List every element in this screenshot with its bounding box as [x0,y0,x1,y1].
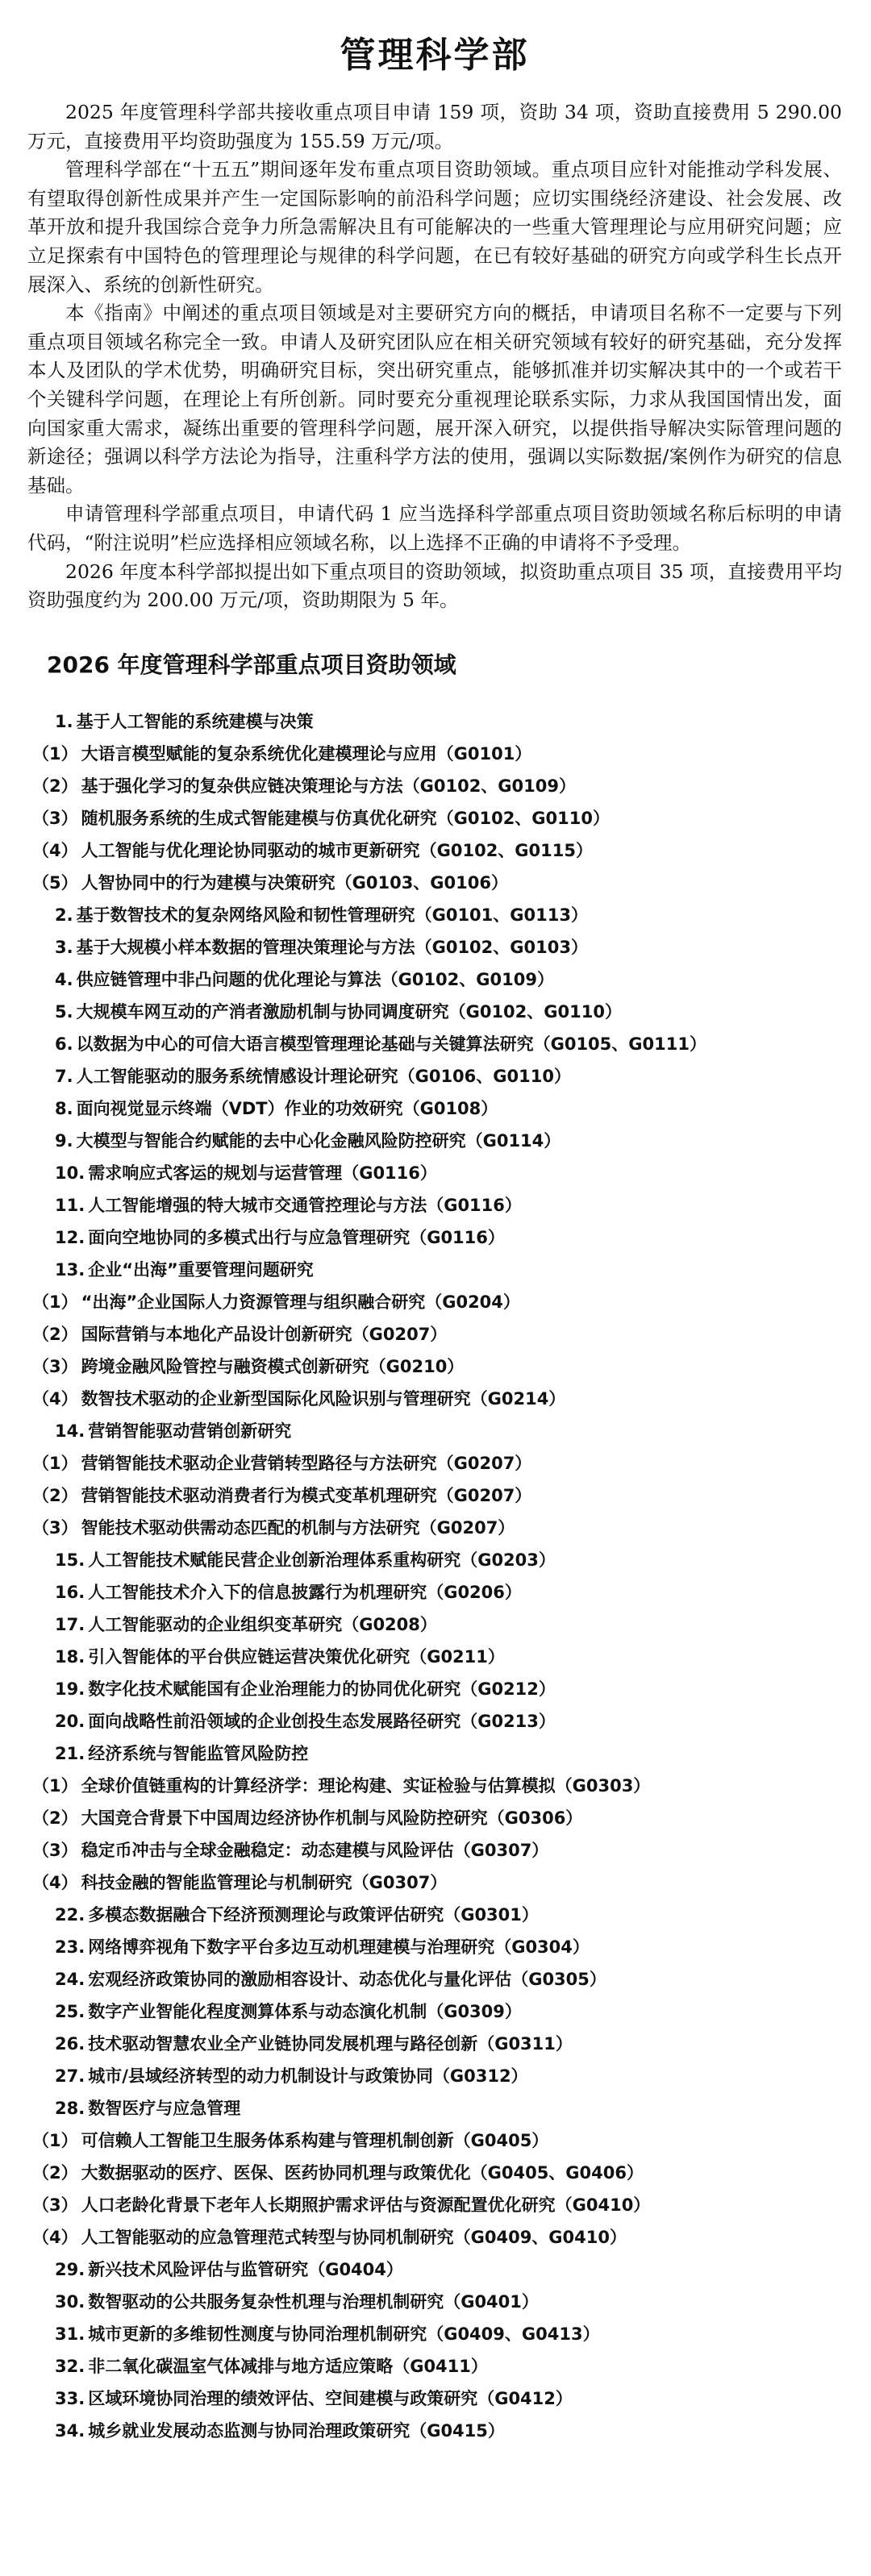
topic-text: 营销智能技术驱动企业营销转型路径与方法研究（G0207） [81,1453,532,1473]
topic-item [27,899,842,931]
topic-item [27,2092,842,2124]
topic-item [27,1028,842,1060]
topic-number: 10. [55,1163,85,1183]
topic-text: 大规模车网互动的产消者激励机制与协同调度研究（G0102、G0110） [76,1001,622,1022]
section-heading: 2026 年度管理科学部重点项目资助领域 [47,651,456,678]
topic-item [27,2382,842,2415]
topic-number: （1） [32,743,78,764]
topic-number: （3） [32,2195,78,2215]
topic-text: 全球价值链重构的计算经济学：理论构建、实证检验与估算模拟（G0303） [81,1775,651,1796]
topic-number: 28. [55,2098,85,2118]
topic-number: （1） [32,1775,78,1796]
topic-item [27,931,842,963]
topic-text: 数智驱动的公共服务复杂性机理与治理机制研究（G0401） [88,2291,539,2312]
topic-text: “出海”企业国际人力资源管理与组织融合研究（G0204） [81,1292,520,1312]
topic-text: 人工智能驱动的企业组织变革研究（G0208） [88,1614,437,1634]
topic-text: 随机服务系统的生成式智能建模与仿真优化研究（G0102、G0110） [81,808,610,828]
topic-text: 人口老龄化背景下老年人长期照护需求评估与资源配置优化研究（G0410） [81,2195,651,2215]
topic-item [27,2318,842,2350]
topic-item [27,1995,842,2028]
topic-item [27,2028,842,2060]
topic-number: 17. [55,1614,85,1634]
topic-number: 30. [55,2291,85,2312]
topic-number: 12. [55,1227,85,1247]
topic-text: 城乡就业发展动态监测与协同治理政策研究（G0415） [88,2420,505,2441]
topic-text: 以数据为中心的可信大语言模型管理理论基础与关键算法研究（G0105、G0111） [76,1034,706,1054]
topic-text: 技术驱动智慧农业全产业链协同发展机理与路径创新（G0311） [88,2033,573,2054]
topic-number: （3） [32,1356,78,1376]
topic-item [27,2060,842,2092]
sub-topic-item [27,1770,842,1802]
topic-text: 人智协同中的行为建模与决策研究（G0103、G0106） [81,872,508,893]
topic-text: 数字化技术赋能国有企业治理能力的协同优化研究（G0212） [88,1679,556,1699]
topic-text: 数字产业智能化程度测算体系与动态演化机制（G0309） [88,2001,522,2021]
sub-topic-item [27,1834,842,1866]
topic-number: 20. [55,1711,85,1731]
topic-list [27,705,842,2447]
topic-item [27,1641,842,1673]
topic-number: 26. [55,2033,85,2054]
topic-number: 31. [55,2324,85,2344]
sub-topic-item [27,2189,842,2221]
sub-topic-item [27,1286,842,1318]
topic-number: （4） [32,2227,78,2247]
intro-paragraph: 2026 年度本科学部拟提出如下重点项目的资助领域，拟资助重点项目 35 项，直接费用平均资助强度约为 200.00 万元/项，资助期限为 5 年。 [27,560,842,612]
sub-topic-item [27,867,842,899]
topic-text: 非二氧化碳温室气体减排与地方适应策略（G0411） [88,2356,488,2376]
topic-item [27,1576,842,1608]
topic-item [27,2350,842,2382]
topic-item [27,1125,842,1157]
topic-number: （4） [32,1872,78,1892]
topic-text: 面向空地协同的多模式出行与应急管理研究（G0116） [88,1227,505,1247]
topic-number: 6. [55,1034,73,1054]
sub-topic-item [27,1318,842,1350]
intro-paragraph: 2025 年度管理科学部共接收重点项目申请 159 项，资助 34 项，资助直接费用 5 290.00 万元，直接费用平均资助强度为 155.59 万元/项。 [27,101,842,152]
topic-number: 15. [55,1550,85,1570]
intro-paragraph: 申请管理科学部重点项目，申请代码 1 应当选择科学部重点项目资助领域名称后标明的申请代码，“附注说明”栏应选择相应领域名称，以上选择不正确的申请将不予受理。 [27,502,842,554]
topic-text: 稳定币冲击与全球金融稳定：动态建模与风险评估（G0307） [81,1840,549,1860]
sub-topic-item [27,834,842,867]
topic-number: （2） [32,2162,78,2183]
topic-text: 面向战略性前沿领域的企业创投生态发展路径研究（G0213） [88,1711,556,1731]
topic-text: 需求响应式客运的规划与运营管理（G0116） [88,1163,437,1183]
topic-number: 4. [55,969,73,989]
topic-item [27,1092,842,1125]
topic-text: 宏观经济政策协同的激励相容设计、动态优化与量化评估（G0305） [88,1969,606,1989]
topic-item [27,1221,842,1254]
topic-number: （4） [32,840,78,860]
topic-text: 基于数智技术的复杂网络风险和韧性管理研究（G0101、G0113） [76,905,588,925]
topic-text: 大数据驱动的医疗、医保、医药协同机理与政策优化（G0405、G0406） [81,2162,644,2183]
topic-number: 25. [55,2001,85,2021]
topic-item [27,705,842,738]
topic-item [27,1189,842,1221]
sub-topic-item [27,1802,842,1834]
topic-number: 34. [55,2420,85,2441]
topic-item [27,1963,842,1995]
intro-paragraph: 本《指南》中阐述的重点项目领域是对主要研究方向的概括，申请项目名称不一定要与下列重点项目领域名称完全一致。申请人及研究团队应在相关研究领域有较好的研究基础，充分发挥本人及团队的学术优势，明确研究目标，突出研究重点，能够抓准并切实解决其中的一个或若干个关键科学问题，在理论上有所创新。同时要充分重视理论联系实际，力求从我国国情出发，面向国家重大需求，凝练出重要的管理科学问题，展开深入研究，以提供指导解决实际管理问题的新途径；强调以科学方法论为指导，注重科学方法的使用，强调以实际数据/案例作为研究的信息基础。 [27,302,842,497]
topic-item [27,1157,842,1189]
topic-number: 13. [55,1259,85,1280]
topic-number: 8. [55,1098,73,1118]
sub-topic-item [27,802,842,834]
topic-number: 19. [55,1679,85,1699]
topic-number: 22. [55,1904,85,1925]
topic-number: 18. [55,1646,85,1667]
topic-number: 14. [55,1421,85,1441]
topic-number: 7. [55,1066,73,1086]
topic-item [27,1544,842,1576]
intro-section [27,98,842,615]
topic-number: 24. [55,1969,85,1989]
topic-number: （1） [32,1292,78,1312]
sub-topic-item [27,2221,842,2253]
topic-text: 大国竞合背景下中国周边经济协作机制与风险防控研究（G0306） [81,1808,583,1828]
topic-number: （3） [32,1840,78,1860]
topic-text: 多模态数据融合下经济预测理论与政策评估研究（G0301） [88,1904,539,1925]
topic-text: 大语言模型赋能的复杂系统优化建模理论与应用（G0101） [81,743,532,764]
sub-topic-item [27,1383,842,1415]
topic-item [27,996,842,1028]
topic-text: 科技金融的智能监管理论与机制研究（G0307） [81,1872,448,1892]
intro-paragraph: 管理科学部在“十五五”期间逐年发布重点项目资助领域。重点项目应针对能推动学科发展、有望取得创新性成果并产生一定国际影响的前沿科学问题；应切实围绕经济建设、社会发展、改革开放和提升我国综合竞争力所急需解决且有可能解决的一些重大管理理论与应用研究问题；应立足探索有中国特色的管理理论与规律的科学问题，在已有较好基础的研究方向或学科生长点开展深入、系统的创新性研究。 [27,158,842,296]
topic-number: 21. [55,1743,85,1763]
topic-text: 数智医疗与应急管理 [88,2098,241,2118]
topic-number: 27. [55,2066,85,2086]
topic-item [27,1415,842,1447]
topic-item [27,1673,842,1705]
topic-text: 数智技术驱动的企业新型国际化风险识别与管理研究（G0214） [81,1388,566,1409]
topic-number: 29. [55,2259,85,2279]
sub-topic-item [27,2124,842,2157]
topic-text: 人工智能技术介入下的信息披露行为机理研究（G0206） [88,1582,522,1602]
topic-text: 城市/县域经济转型的动力机制设计与政策协同（G0312） [88,2066,528,2086]
topic-item [27,1254,842,1286]
sub-topic-item [27,2157,842,2189]
topic-item [27,1060,842,1092]
topic-number: 33. [55,2388,85,2408]
topic-item [27,1899,842,1931]
page-title: 管理科学部 [340,35,530,76]
topic-text: 网络博弈视角下数字平台多边互动机理建模与治理研究（G0304） [88,1937,590,1957]
sub-topic-item [27,770,842,802]
topic-item [27,2415,842,2447]
topic-number: （3） [32,808,78,828]
topic-number: 16. [55,1582,85,1602]
topic-text: 人工智能增强的特大城市交通管控理论与方法（G0116） [88,1195,522,1215]
topic-text: 基于人工智能的系统建模与决策 [76,711,314,731]
topic-number: （3） [32,1517,78,1538]
topic-text: 人工智能驱动的服务系统情感设计理论研究（G0106、G0110） [76,1066,571,1086]
topic-item [27,2253,842,2286]
topic-number: （2） [32,776,78,796]
topic-number: 9. [55,1130,73,1151]
topic-text: 引入智能体的平台供应链运营决策优化研究（G0211） [88,1646,505,1667]
topic-item [27,963,842,996]
topic-text: 智能技术驱动供需动态匹配的机制与方法研究（G0207） [81,1517,515,1538]
topic-number: 2. [55,905,73,925]
topic-text: 大模型与智能合约赋能的去中心化金融风险防控研究（G0114） [76,1130,561,1151]
topic-number: 32. [55,2356,85,2376]
topic-number: （1） [32,2130,78,2150]
topic-text: 面向视觉显示终端（VDT）作业的功效研究（G0108） [76,1098,498,1118]
topic-number: （5） [32,872,78,893]
topic-text: 跨境金融风险管控与融资模式创新研究（G0210） [81,1356,465,1376]
topic-text: 企业“出海”重要管理问题研究 [88,1259,314,1280]
topic-text: 区域环境协同治理的绩效评估、空间建模与政策研究（G0412） [88,2388,573,2408]
topic-text: 人工智能技术赋能民营企业创新治理体系重构研究（G0203） [88,1550,556,1570]
topic-item [27,2286,842,2318]
topic-number: 23. [55,1937,85,1957]
topic-number: （1） [32,1453,78,1473]
topic-number: 1. [55,711,73,731]
topic-text: 基于强化学习的复杂供应链决策理论与方法（G0102、G0109） [81,776,576,796]
sub-topic-item [27,1866,842,1899]
topic-text: 经济系统与智能监管风险防控 [88,1743,309,1763]
topic-number: （2） [32,1485,78,1505]
sub-topic-item [27,1512,842,1544]
topic-number: 3. [55,937,73,957]
sub-topic-item [27,738,842,770]
topic-number: 5. [55,1001,73,1022]
topic-text: 人工智能与优化理论协同驱动的城市更新研究（G0102、G0115） [81,840,593,860]
topic-number: （2） [32,1324,78,1344]
topic-text: 供应链管理中非凸问题的优化理论与算法（G0102、G0109） [76,969,554,989]
topic-item [27,1737,842,1770]
topic-text: 营销智能技术驱动消费者行为模式变革机理研究（G0207） [81,1485,532,1505]
topic-text: 国际营销与本地化产品设计创新研究（G0207） [81,1324,448,1344]
topic-text: 可信赖人工智能卫生服务体系构建与管理机制创新（G0405） [81,2130,549,2150]
sub-topic-item [27,1447,842,1479]
topic-item [27,1931,842,1963]
topic-text: 基于大规模小样本数据的管理决策理论与方法（G0102、G0103） [76,937,588,957]
topic-text: 人工智能驱动的应急管理范式转型与协同机制研究（G0409、G0410） [81,2227,627,2247]
topic-item [27,1705,842,1737]
topic-number: （4） [32,1388,78,1409]
topic-text: 营销智能驱动营销创新研究 [88,1421,292,1441]
sub-topic-item [27,1479,842,1512]
sub-topic-item [27,1350,842,1383]
topic-text: 新兴技术风险评估与监管研究（G0404） [88,2259,403,2279]
topic-text: 城市更新的多维韧性测度与协同治理机制研究（G0409、G0413） [88,2324,600,2344]
topic-number: （2） [32,1808,78,1828]
topic-number: 11. [55,1195,85,1215]
topic-item [27,1608,842,1641]
